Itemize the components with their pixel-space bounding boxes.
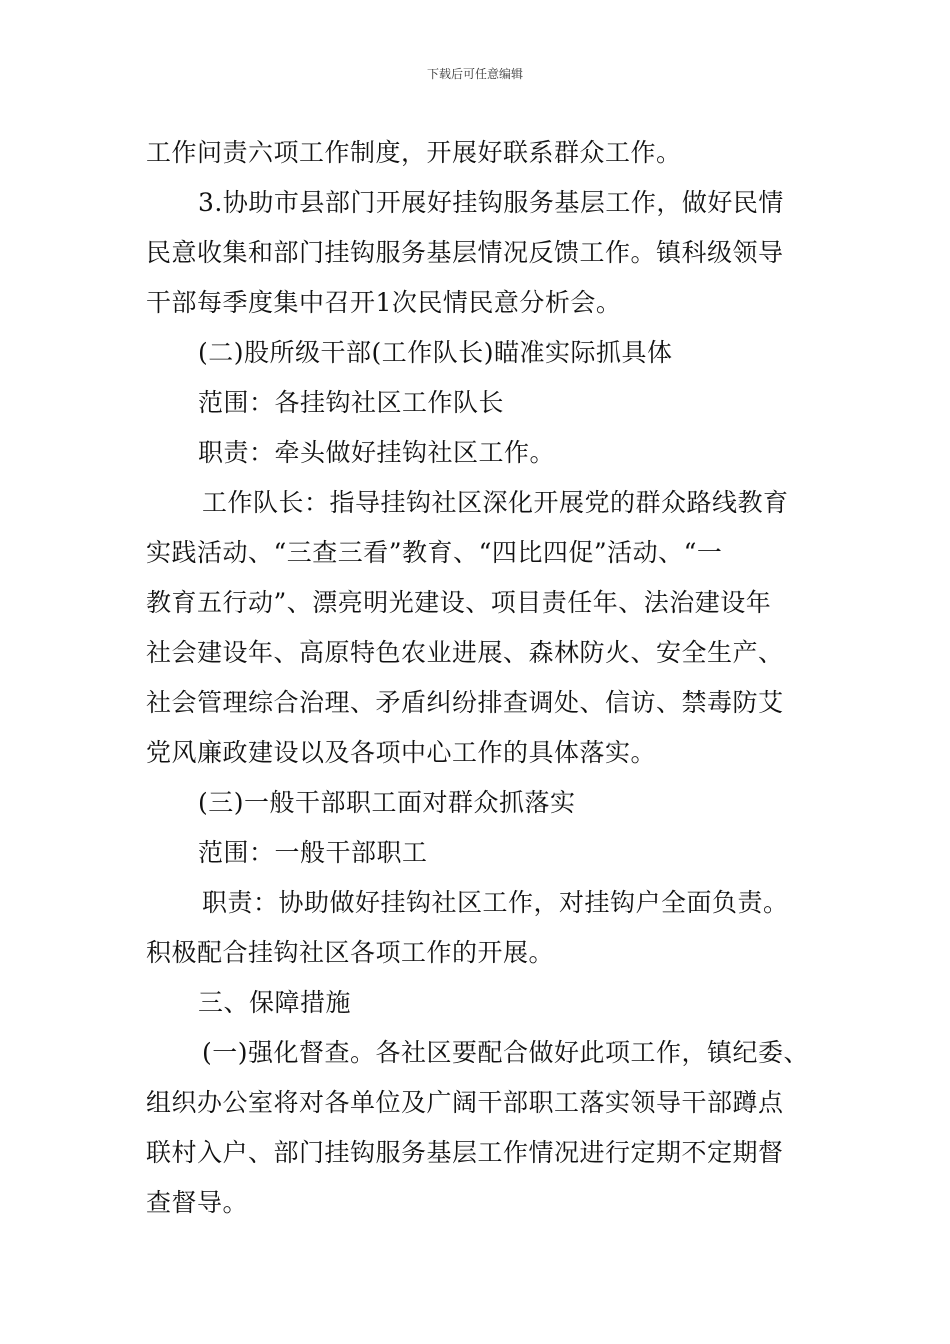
text-line: 3.协助市县部门开展好挂钩服务基层工作，做好民情 [198,188,784,217]
section-heading: (三)一般干部职工面对群众抓落实 [198,788,576,817]
text-line: 查督导。 [146,1188,249,1217]
text-line: 党风廉政建设以及各项中心工作的具体落实。 [146,738,657,767]
section-heading: (二)股所级干部(工作队长)瞄准实际抓具体 [198,338,673,367]
text-line: 组织办公室将对各单位及广阔干部职工落实领导干部蹲点 [146,1088,784,1117]
text-line: 范围：一般干部职工 [198,838,428,867]
page-header: 下载后可任意编辑 [426,67,523,81]
document-body [146,128,836,1228]
text-line: 社会管理综合治理、矛盾纠纷排查调处、信访、禁毒防艾 [146,688,784,717]
text-line: 范围：各挂钩社区工作队长 [198,388,505,417]
text-line: 工作问责六项工作制度，开展好联系群众工作。 [146,138,682,167]
text-line: 社会建设年、高原特色农业进展、森林防火、安全生产、 [146,638,784,667]
text-line: (一)强化督查。各社区要配合做好此项工作，镇纪委、 [202,1038,810,1067]
text-line: 工作队长：指导挂钩社区深化开展党的群众路线教育 [202,488,789,517]
text-line: 教育五行动”、漂亮明光建设、项目责任年、法治建设年 [146,588,772,617]
text-line: 联村入户、部门挂钩服务基层工作情况进行定期不定期督 [146,1138,784,1167]
text-line: 积极配合挂钩社区各项工作的开展。 [146,938,555,967]
text-line: 职责：协助做好挂钩社区工作，对挂钩户全面负责。 [202,888,789,917]
text-line: 干部每季度集中召开1次民情民意分析会。 [146,288,622,317]
section-heading: 三、保障措施 [198,988,352,1017]
text-line: 民意收集和部门挂钩服务基层情况反馈工作。镇科级领导 [146,238,784,267]
text-line: 实践活动、“三查三看”教育、“四比四促”活动、“一 [146,538,723,567]
text-line: 职责：牵头做好挂钩社区工作。 [198,438,556,467]
